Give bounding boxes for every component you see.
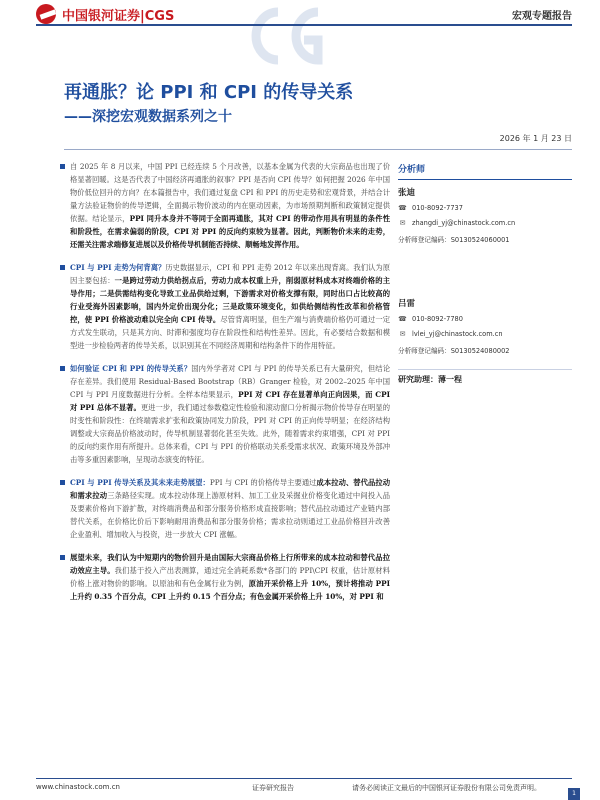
- paragraph-text: 自 2025 年 8 月以来，中国 PPI 已经连续 5 个月改善，以基本金属为代表的大宗商品也出现了价格显著回暖。这是否代表了中国经济再通胀的叙事？PPI 是否向 CPI 传导？如何把握 2026 年中国物价低位回升的方向？在本篇报告中，我们通过复盘 CPI 和 PPI 的历史走势和宏观背景，并结合计量方法验证物价的传导逻辑，全面揭示物价波动的内在驱动因素，为市场预期判断和政策制定提供依据。结论显示，: [70, 162, 390, 223]
- paragraph-text: PPI 与 CPI 的价格传导主要通过: [209, 478, 317, 487]
- summary-paragraph: [60, 362, 390, 466]
- paragraph-bold-2: 原油开采价格上升 10%，预计将推动 PPI 上升约 0.35 个百分点，CPI 上升约 0.15 个百分点；有色金属开采价格上升 10%，对 PPI 和: [70, 579, 390, 601]
- report-date: 2026 年 1 月 23 日: [499, 134, 572, 143]
- phone-icon: ☎: [398, 204, 407, 212]
- paragraph-lead: 如何验证 CPI 和 PPI 的传导关系？: [70, 364, 192, 373]
- analyst-name: 张迪: [398, 188, 416, 198]
- paragraph-text: 国内外学者对 CPI 与 PPI 的传导关系已有大量研究，但结论存在差异。我们使用 Residual-Based Bootstrap（RB）Granger 检验，对 2002–2025 年中国 CPI 与 PPI 月度数据进行分析。全样本结果显示，: [70, 364, 390, 399]
- email-link[interactable]: zhangdi_yj@chinastock.com.cn: [412, 219, 516, 227]
- paragraph-tail: 尽管背离明显，但生产端与消费端价格仍可通过一定方式发生联动，只是其方向、时滞和强度均存在阶段性和结构性差异。因此，有必要结合数据和模型进一步检验两者的传导关系，以识别其在不同经济周期和结构条件下的作用特征。: [70, 315, 390, 350]
- paragraph-bold: PPI 对 CPI 存在显著单向正向因果，而 CPI 对 PPI 总体不显著。: [70, 390, 390, 412]
- analyst-sidebar: [398, 160, 572, 385]
- analyst-card: [398, 186, 572, 244]
- phone-icon: ☎: [398, 315, 407, 323]
- report-subtitle: ——深挖宏观数据系列之十: [64, 109, 232, 125]
- bullet-square-icon: [60, 164, 65, 169]
- company-logo: [36, 3, 174, 25]
- email-link[interactable]: lvlei_yj@chinastock.com.cn: [412, 330, 503, 338]
- footer-label: 证券研究报告: [252, 784, 294, 792]
- paragraph-tail: 我们基于投入产出表测算，通过完全消耗系数*各部门的 PPI\CPI 权重，估计原材料价格上涨对物价的影响。以原油和有色金属行业为例，: [70, 566, 390, 588]
- summary-paragraph: [60, 261, 390, 352]
- footer-website[interactable]: www.chinastock.com.cn: [36, 783, 120, 791]
- summary-paragraph: [60, 551, 390, 603]
- email-icon: ✉: [399, 219, 406, 227]
- paragraph-tail: 三条路径实现。成本拉动体现上游原材料、加工工业及采掘业价格变化通过中间投入品及要素价格向下游扩散，对终端消费品和部分服务价格形成直接影响；替代品拉动通过产业链内部替代关系，在价格比价后下影响耐用消费品和部分服务价格；需求拉动则通过工业品价格回升改善企业盈利、增加收入与投资，进一步放大 CPI 涨幅。: [70, 491, 391, 539]
- logo-mark-icon: [36, 4, 56, 24]
- phone-text: 010-8092-7780: [412, 315, 463, 323]
- paragraph-text: 历史数据显示，CPI 和 PPI 走势 2012 年以来出现背离。我们认为原因主要包括：: [70, 263, 391, 285]
- cert-text: 分析师登记编码：S0130524060001: [398, 236, 510, 244]
- summary-paragraph: [60, 160, 390, 251]
- logo-text: 中国银河证券|CGS: [62, 8, 175, 24]
- analyst-phone: [398, 315, 572, 323]
- research-assistant: 研究助理：薄一程: [398, 369, 572, 385]
- analyst-name: 吕雷: [398, 299, 416, 309]
- cert-text: 分析师登记编码：S0130524080002: [398, 347, 510, 355]
- paragraph-lead: CPI 与 PPI 走势为何背离？: [70, 263, 166, 272]
- report-title: 再通胀？论 PPI 和 CPI 的传导关系: [64, 82, 354, 103]
- analyst-cert: [398, 234, 572, 244]
- analyst-email[interactable]: [398, 219, 572, 227]
- sidebar-spacer: [398, 251, 572, 291]
- title-divider: [64, 149, 572, 150]
- email-icon: ✉: [399, 330, 406, 338]
- page-number: 1: [568, 788, 580, 800]
- paragraph-bold: PPI 同升本身并不等同于全面再通胀，其对 CPI 的带动作用具有明显的条件性和阶段性，在需求偏弱的阶段，CPI 对 PPI 的反向约束较为显著。因此，判断物价未来的走势，还需关注需求端修复进展以及价格传导机制能否持续、顺畅地发挥作用。: [70, 214, 390, 249]
- report-type-label: 宏观专题报告: [512, 11, 572, 22]
- bullet-square-icon: [60, 555, 65, 560]
- summary-body: [60, 160, 390, 613]
- analyst-phone: [398, 204, 572, 212]
- footer-disclaimer: 请务必阅读正文最后的中国银河证券股份有限公司免责声明。: [352, 784, 541, 792]
- footer-divider: [36, 778, 572, 779]
- sidebar-heading: 分析师: [398, 160, 572, 180]
- bullet-square-icon: [60, 366, 65, 371]
- bullet-square-icon: [60, 480, 65, 485]
- paragraph-lead: CPI 与 PPI 传导关系及其未来走势展望：: [70, 478, 210, 487]
- analyst-card: [398, 297, 572, 355]
- paragraph-bold: 一是跨过劳动力供给拐点后，劳动力成本权重上升，削弱原材料成本对终端价格的主导作用；二是供需结构变化导致工业品供给过剩，下游需求对价格支撑有限，同时出口占比较高的行业受海外因素影响，国内外定价出现分化；三是政策环境变化，如供给侧结构性改革和价格管控，使 PPI 价格波动难以完全向 CPI 传导。: [70, 276, 390, 324]
- paragraph-bold: 成本拉动、替代品拉动和需求拉动: [70, 478, 390, 500]
- cgs-watermark-icon: [248, 2, 358, 68]
- summary-paragraph: [60, 476, 390, 541]
- phone-text: 010-8092-7737: [412, 204, 463, 212]
- bullet-square-icon: [60, 265, 65, 270]
- paragraph-tail: 更进一步，我们通过参数稳定性检验和滚动窗口分析揭示物价传导存在明显的时变性和阶段性：在终端需求扩张和政策协同发力阶段，PPI 对 CPI 的正向传导明显；在经济结构调整或大宗商品价格波动时，传导机制显著弱化甚至失效。此外，随着需求约束增强，CPI 对 PPI 的反向约束作用有所提升。总体来看，CPI 与 PPI 的价格联动关系受需求状况、政策环境及外部冲击等多重因素影响，呈现动态演变的特征。: [70, 403, 391, 464]
- analyst-email[interactable]: [398, 330, 572, 338]
- paragraph-bold: 展望未来，我们认为中短期内的物价回升是由国际大宗商品价格上行所带来的成本拉动和替代品拉动效应主导。: [70, 553, 390, 575]
- analyst-cert: [398, 345, 572, 355]
